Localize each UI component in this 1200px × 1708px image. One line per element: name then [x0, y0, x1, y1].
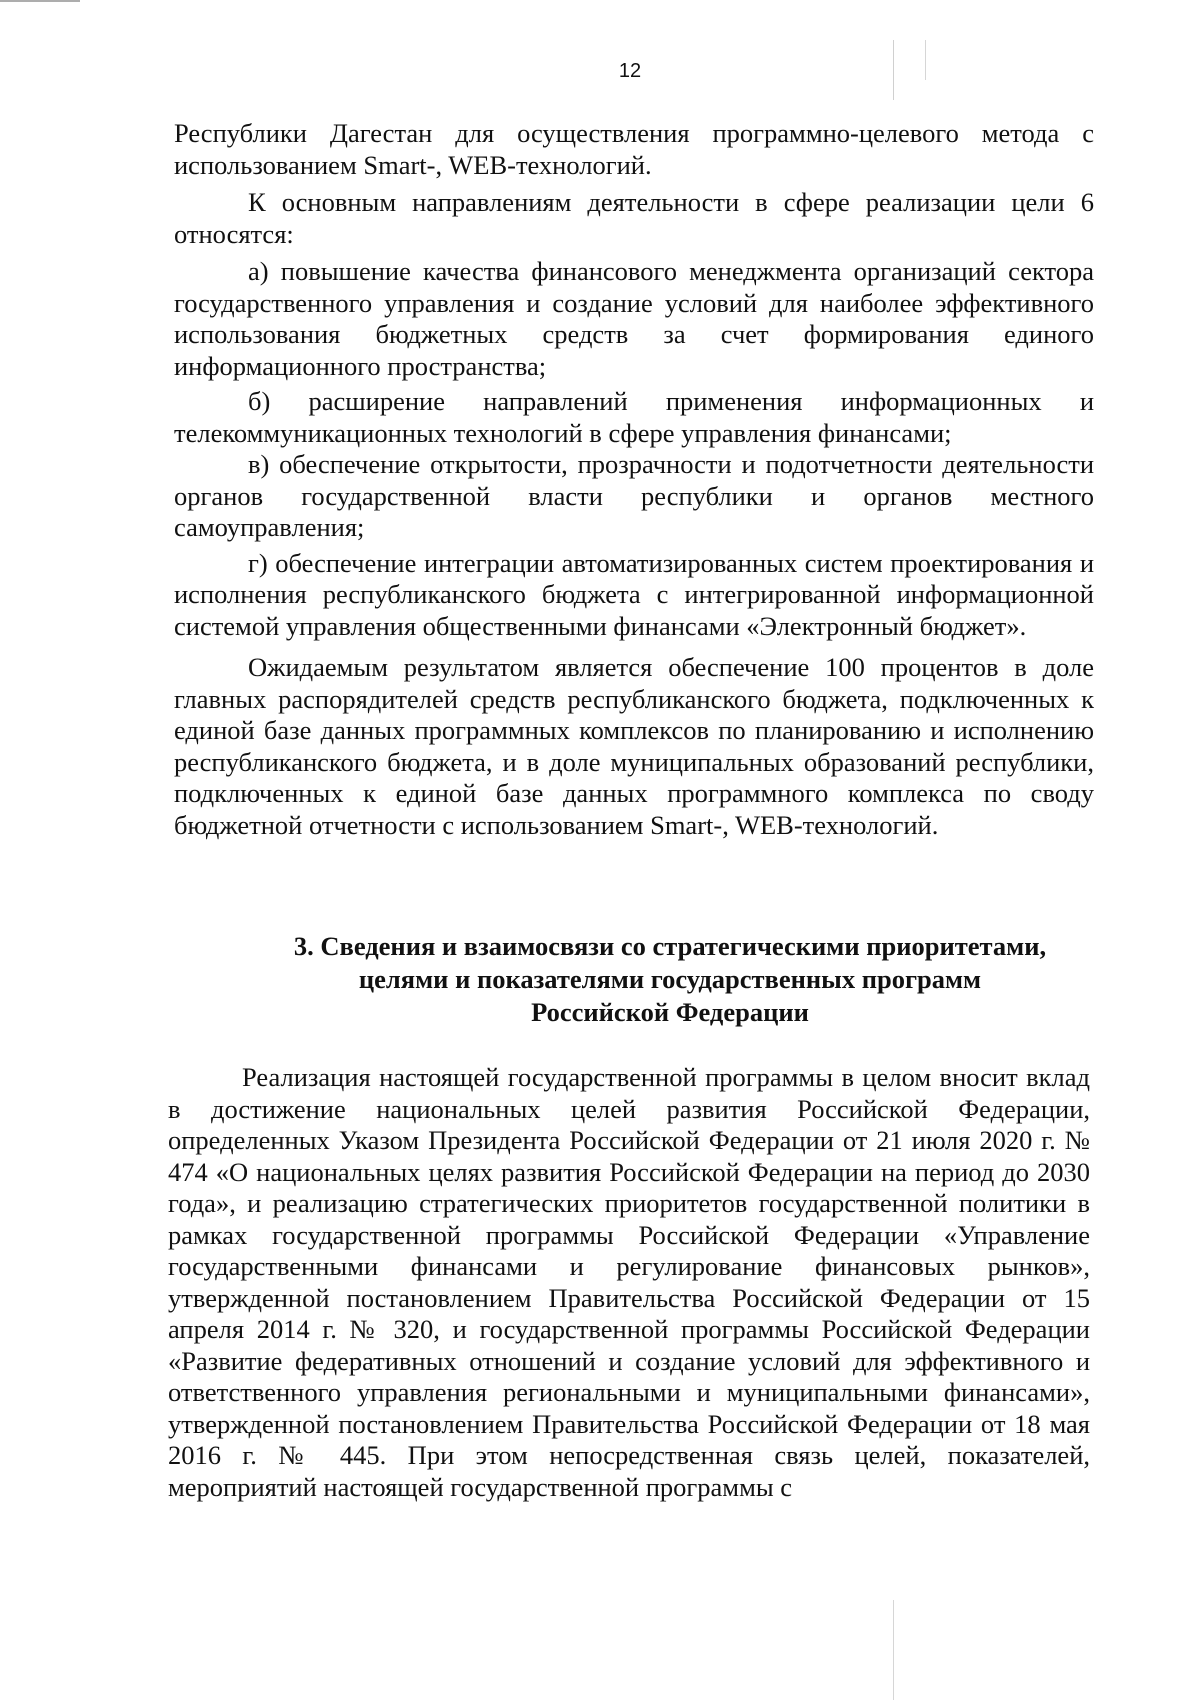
body-text-top [174, 118, 1094, 841]
paragraph-item-a: а) повышение качества финансового менеджмента организаций сектора государственного управления и создание условий для наиболее эффективного использования бюджетных средств за счет формирования единого информационного пространства; [174, 256, 1094, 381]
section-heading-line-1: 3. Сведения и взаимосвязи со стратегическими приоритетами, [293, 931, 1047, 961]
paragraph-item-g: г) обеспечение интеграции автоматизированных систем проектирования и исполнения республиканского бюджета с интегрированной информационной системой управления общественными финансами «Электронный бюджет». [174, 547, 1094, 641]
body-text-bottom [168, 1062, 1090, 1503]
scan-artifact [893, 1600, 894, 1700]
paragraph-continuation: Республики Дагестан для осуществления программно-целевого метода с использованием Smart-, WEB-технологий. [174, 118, 1094, 180]
section-heading-line-3: Российской Федерации [531, 997, 809, 1027]
paragraph-implementation: Реализация настоящей государственной программы в целом вносит вклад в достижение национальных целей развития Российской Федерации, определенных Указом Президента Российской Федерации от 21 июля 2020 г. № 474 «О национальных целях развития Российской Федерации на период до 2030 года», и реализацию стратегических приоритетов государственной политики в рамках государственной программы Российской Федерации «Управление государственными финансами и регулирование финансовых рынков», утвержденной постановлением Правительства Российской Федерации от 15 апреля 2014 г. № 320, и государственной программы Российской Федерации «Развитие федеративных отношений и создание условий для эффективного и ответственного управления региональными и муниципальными финансами», утвержденной постановлением Правительства Российской Федерации от 18 мая 2016 г. № 445. При этом непосредственная связь целей, показателей, мероприятий настоящей государственной программы с [168, 1062, 1090, 1502]
scan-artifact [893, 40, 894, 100]
paragraph-expected-result: Ожидаемым результатом является обеспечение 100 процентов в доле главных распорядителей средств республиканского бюджета, подключенных к единой базе данных программных комплексов по планированию и исполнению республиканского бюджета, и в доле муниципальных образований республики, подключенных к единой базе данных программного комплекса по своду бюджетной отчетности с использованием Smart-, WEB-технологий. [174, 652, 1094, 840]
page-number: 12 [618, 60, 642, 82]
scan-artifact [925, 40, 926, 80]
paragraph-item-v: в) обеспечение открытости, прозрачности и подотчетности деятельности органов государственной власти республики и органов местного самоуправления; [174, 449, 1094, 542]
section-heading-line-2: целями и показателями государственных программ [358, 964, 982, 994]
section-heading [220, 930, 1120, 1029]
paragraph-item-b: б) расширение направлений применения информационных и телекоммуникационных технологий в сфере управления финансами; [174, 386, 1094, 448]
paragraph-directions-intro: К основным направлениям деятельности в сфере реализации цели 6 относятся: [174, 187, 1094, 249]
scan-artifact [0, 0, 80, 2]
